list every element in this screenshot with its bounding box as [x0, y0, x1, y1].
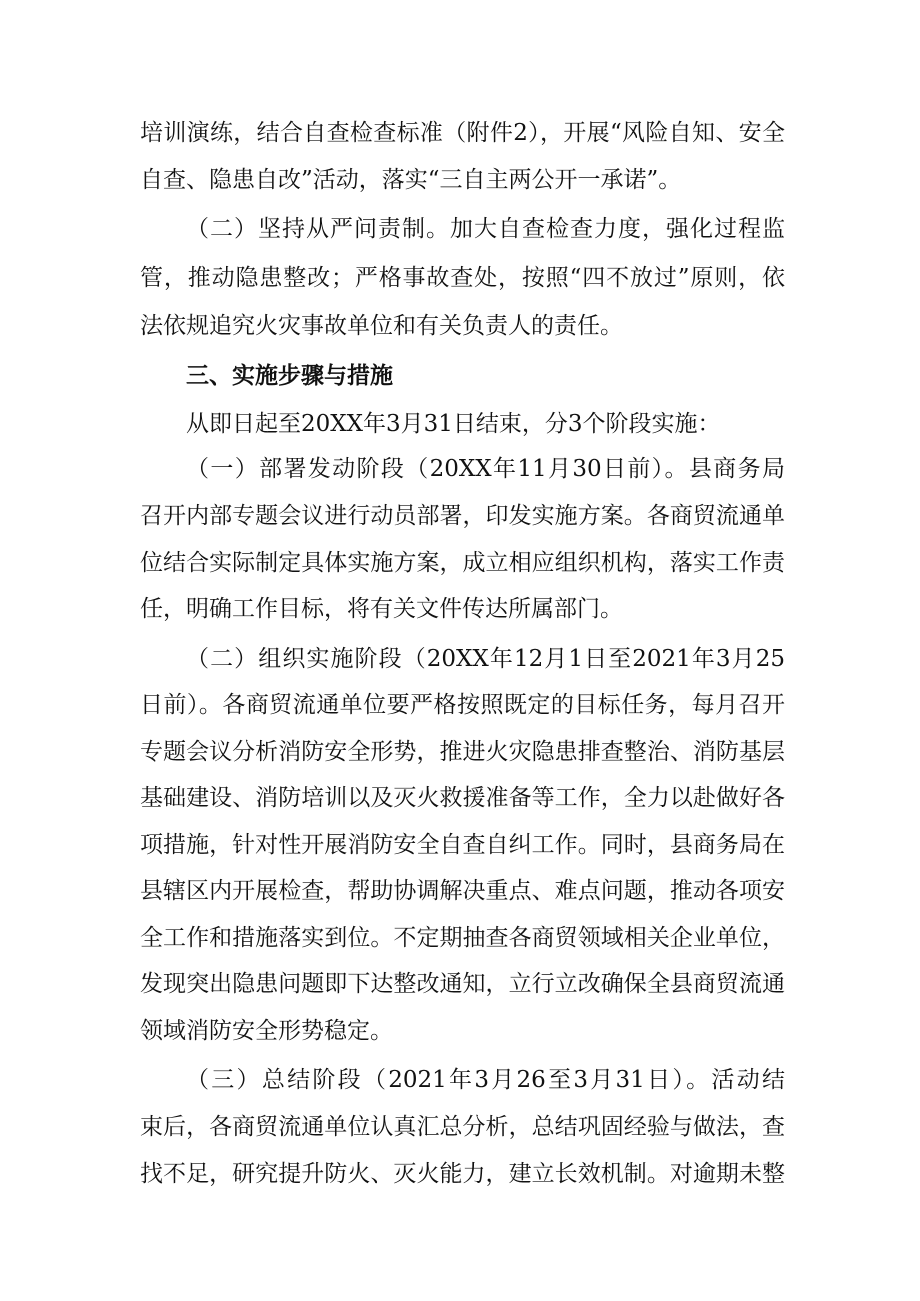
paragraph-5-line-7: 全工作和措施落实到位。不定期抽查各商贸领域相关企业单位，: [140, 925, 785, 951]
paragraph-5-line-8: 发现突出隐患问题即下达整改通知，立行立改确保全县商贸流通: [140, 971, 785, 997]
paragraph-4-line-2: 召开内部专题会议进行动员部署，印发实施方案。各商贸流通单: [140, 503, 785, 529]
paragraph-5-line-6: 县辖区内开展检查，帮助协调解决重点、难点问题，推动各项安: [140, 878, 785, 904]
paragraph-1-line-1: 培训演练，结合自查检查标准（附件2），开展“风险自知、安全: [140, 120, 785, 146]
paragraph-2-line-3: 法依规追究火灾事故单位和有关负责人的责任。: [140, 313, 623, 339]
paragraph-5-line-2: 日前）。各商贸流通单位要严格按照既定的目标任务，每月召开: [140, 692, 785, 718]
paragraph-2-line-2: 管，推动隐患整改；严格事故查处，按照“四不放过”原则，依: [140, 265, 785, 291]
paragraph-5-line-4: 基础建设、消防培训以及灭火救援准备等工作，全力以赴做好各: [140, 785, 785, 811]
paragraph-5-line-3: 专题会议分析消防安全形势，推进火灾隐患排查整治、消防基层: [140, 739, 785, 765]
paragraph-4-line-3: 位结合实际制定具体实施方案，成立相应组织机构，落实工作责: [140, 550, 785, 576]
paragraph-5-line-1: （二）组织实施阶段（20XX年12月1日至2021年3月25: [186, 646, 785, 672]
paragraph-6-line-1: （三）总结阶段（2021年3月26至3月31日）。活动结: [186, 1067, 785, 1093]
section-heading: 三、实施步骤与措施: [186, 363, 393, 389]
paragraph-6-line-2: 束后，各商贸流通单位认真汇总分析，总结巩固经验与做法，查: [140, 1114, 785, 1140]
paragraph-6-line-3: 找不足，研究提升防火、灭火能力，建立长效机制。对逾期未整: [140, 1161, 785, 1187]
paragraph-5-line-9: 领域消防安全形势稳定。: [140, 1018, 393, 1044]
paragraph-1-line-2: 自查、隐患自改”活动，落实“三自主两公开一承诺”。: [140, 167, 682, 193]
paragraph-4-line-1: （一）部署发动阶段（20XX年11月30日前）。县商务局: [186, 456, 785, 482]
paragraph-4-line-4: 任，明确工作目标，将有关文件传达所属部门。: [140, 596, 623, 622]
paragraph-2-line-1: （二）坚持从严问责制。加大自查检查力度，强化过程监: [186, 216, 785, 242]
paragraph-3-line-1: 从即日起至20XX年3月31日结束，分3个阶段实施：: [186, 411, 721, 437]
paragraph-5-line-5: 项措施，针对性开展消防安全自查自纠工作。同时，县商务局在: [140, 832, 785, 858]
